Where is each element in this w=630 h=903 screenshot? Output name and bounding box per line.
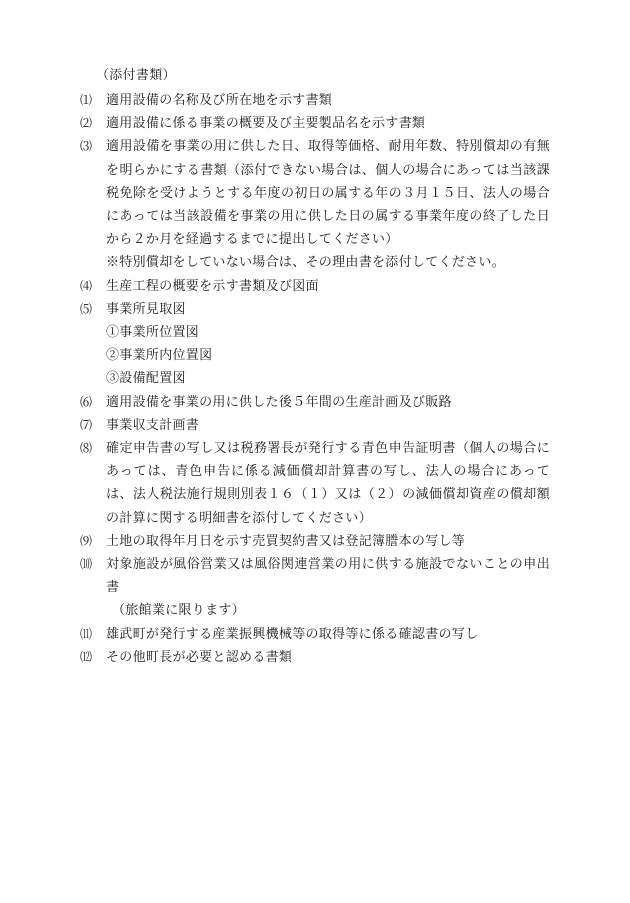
list-item: [80, 414, 550, 437]
item-text: 確定申告書の写し又は税務署長が発行する青色申告証明書（個人の場合にあっては、青色申告に係る減価償却計算書の写し、法人の場合にあっては、法人税法施行規則別表１６（１）又は（２）の減価償却資産の償却額の計算に関する明細書を添付してください）: [106, 441, 550, 526]
item-text: 適用設備を事業の用に供した日、取得等価格、耐用年数、特別償却の有無を明らかにする書類（添付できない場合は、個人の場合にあっては当該課税免除を受けようとする年度の初日の属する年の３月１５日、法人の場合にあっては当該設備を事業の用に供した日の属する事業年度の終了した日から２か月を経過するまでに提出してください）: [106, 139, 550, 248]
item-number: ⑴: [80, 93, 93, 107]
item-number: ⑻: [80, 441, 93, 456]
item-text: 雄武町が発行する産業振興機械等の取得等に係る確認書の写し: [106, 626, 479, 642]
item-number: ⑺: [80, 417, 93, 432]
sub-item: ①事業所位置図: [106, 325, 200, 341]
item-text: 適用設備の名称及び所在地を示す書類: [106, 93, 333, 108]
item-text: その他町長が必要と認める書類: [106, 649, 293, 665]
list-item: [80, 623, 550, 646]
list-item: [80, 298, 550, 391]
item-text: 適用設備を事業の用に供した後５年間の生産計画及び販路: [106, 394, 452, 410]
list-item: [80, 437, 550, 530]
list-item: [80, 89, 550, 112]
item-text: 事業所見取図: [106, 301, 186, 317]
list-item: [80, 391, 550, 414]
item-number: ⑽: [80, 557, 93, 572]
sub-item: ③設備配置図: [106, 371, 186, 387]
item-continuation: （旅館業に限ります）: [112, 603, 246, 619]
item-text: 土地の取得年月日を示す売買契約書又は登記簿謄本の写し等: [106, 533, 466, 549]
list-item: [80, 553, 550, 623]
item-text: 事業収支計画書: [106, 417, 200, 433]
list-item: [80, 135, 550, 274]
attachments-heading: （添付書類）: [96, 68, 176, 83]
list-item: [80, 275, 550, 298]
list-item: [80, 112, 550, 135]
list-item: [80, 646, 550, 669]
item-number: ⑾: [80, 626, 93, 641]
item-number: ⑷: [80, 278, 93, 293]
item-number: ⑹: [80, 394, 93, 409]
item-text: 生産工程の概要を示す書類及び図面: [106, 278, 319, 294]
item-note: ※特別償却をしていない場合は、その理由書を添付してください。: [106, 255, 506, 271]
item-text: 適用設備に係る事業の概要及び主要製品名を示す書類: [106, 116, 426, 132]
attachment-list: [80, 89, 550, 669]
item-number: ⑵: [80, 116, 93, 131]
item-number: ⑶: [80, 139, 93, 154]
sub-item: ②事業所内位置図: [106, 348, 213, 364]
item-number: ⑸: [80, 301, 93, 316]
item-number: ⑼: [80, 533, 93, 548]
item-number: ⑿: [80, 649, 93, 664]
list-item: [80, 530, 550, 553]
item-text: 対象施設が風俗営業又は風俗関連営業の用に供する施設でないことの申出書: [106, 557, 550, 596]
